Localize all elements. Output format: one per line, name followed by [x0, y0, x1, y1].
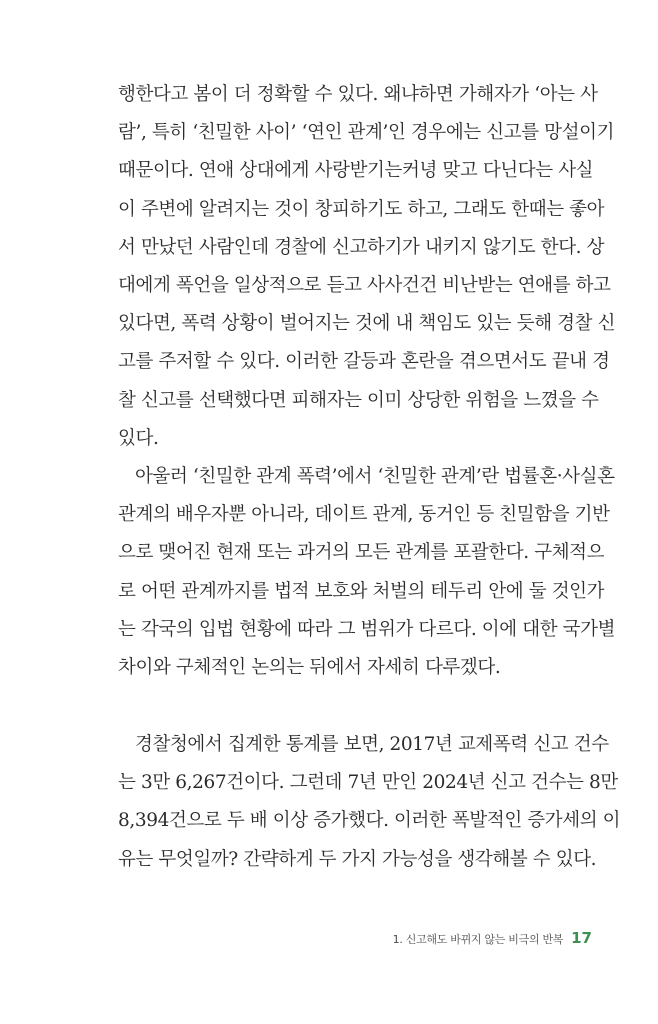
body-text-upper: [118, 76, 616, 687]
text-line: 대에게 폭언을 일상적으로 듣고 사사건건 비난받는 연애를 하고: [118, 275, 611, 297]
text-line: 있다면, 폭력 상황이 벌어지는 것에 내 책임도 있는 듯해 경찰 신: [118, 313, 616, 335]
page-number: 17: [571, 929, 592, 947]
text-line: 행한다고 봄이 더 정확할 수 있다. 왜냐하면 가해자가 ‘아는 사: [118, 84, 598, 105]
text-line: 있다.: [118, 427, 159, 449]
text-line: 찰 신고를 선택했다면 피해자는 이미 상당한 위험을 느꼈을 수: [118, 389, 599, 411]
running-title: 1. 신고해도 바뀌지 않는 비극의 반복: [392, 933, 564, 946]
text-line: 는 3만 6,267건이다. 그런데 7년 만인 2024년 신고 건수는 8만: [118, 772, 618, 794]
text-line: 관계의 배우자뿐 아니라, 데이트 관계, 동거인 등 친밀함을 기반: [118, 504, 610, 526]
text-line: 아울러 ‘친밀한 관계 폭력’에서 ‘친밀한 관계’란 법률혼·사실혼: [135, 466, 615, 488]
body-text-lower: [118, 726, 621, 879]
page-footer: [0, 928, 592, 947]
text-line: 이 주변에 알려지는 것이 창피하기도 하고, 그래도 한때는 좋아: [118, 198, 605, 220]
text-line: 8,394건으로 두 배 이상 증가했다. 이러한 폭발적인 증가세의 이: [118, 810, 621, 832]
text-line: 경찰청에서 집계한 통계를 보면, 2017년 교제폭력 신고 건수: [135, 734, 609, 755]
text-line: 차이와 구체적인 논의는 뒤에서 자세히 다루겠다.: [118, 657, 501, 679]
text-line: 유는 무엇일까? 간략하게 두 가지 가능성을 생각해볼 수 있다.: [118, 848, 597, 870]
text-line: 때문이다. 연애 상대에게 사랑받기는커녕 맞고 다닌다는 사실: [118, 160, 594, 182]
text-line: 는 각국의 입법 현황에 따라 그 범위가 다르다. 이에 대한 국가별: [118, 618, 616, 640]
text-line: 고를 주저할 수 있다. 이러한 갈등과 혼란을 겪으면서도 끝내 경: [118, 351, 610, 373]
text-line: 로 어떤 관계까지를 법적 보호와 처벌의 테두리 안에 둘 것인가: [118, 580, 605, 602]
text-line: 으로 맺어진 현재 또는 과거의 모든 관계를 포괄한다. 구체적으: [118, 542, 605, 564]
text-line: 람’, 특히 ‘친밀한 사이’ ‘연인 관계’인 경우에는 신고를 망설이기: [118, 122, 615, 144]
text-line: 서 만났던 사람인데 경찰에 신고하기가 내키지 않기도 한다. 상: [118, 236, 605, 258]
